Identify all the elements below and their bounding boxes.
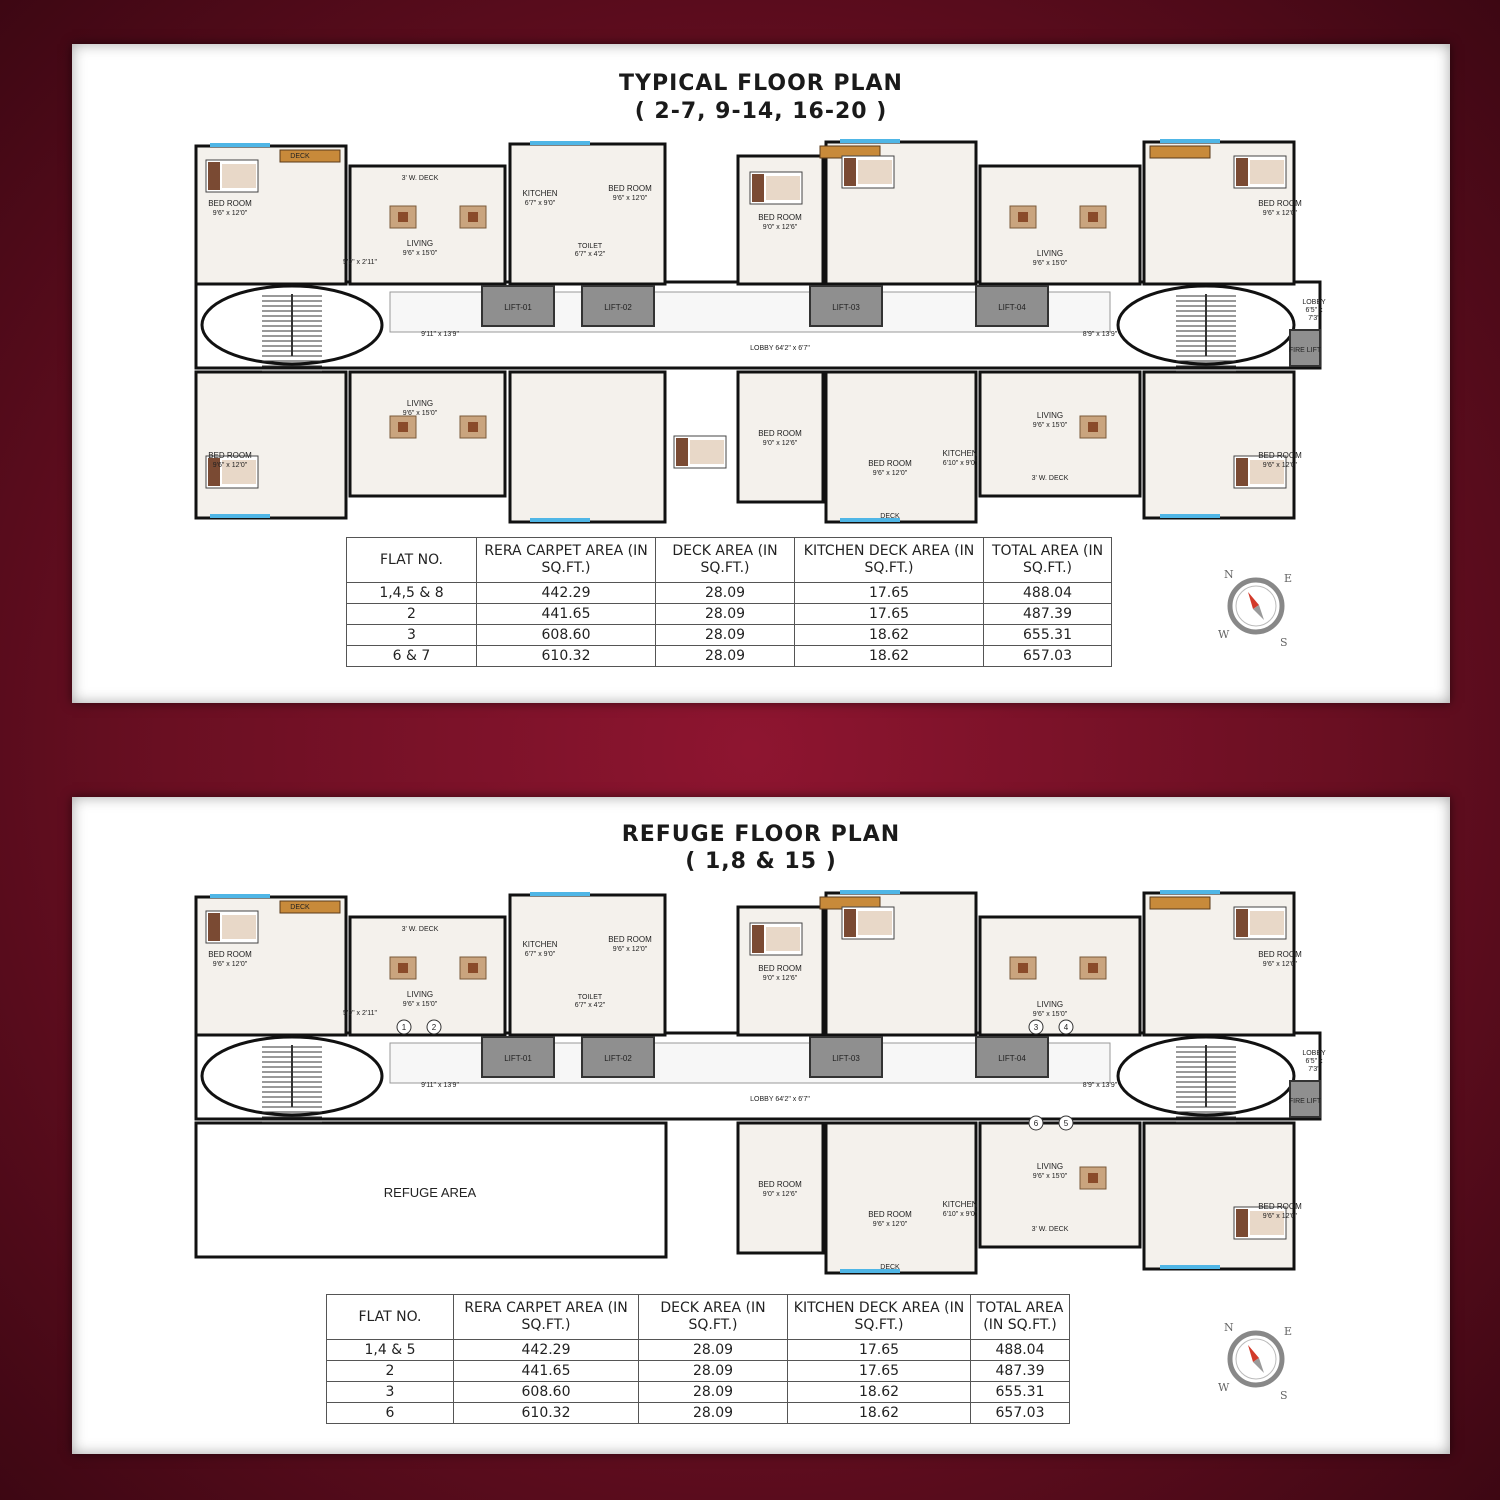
room-dim: 9'6" x 12'0" bbox=[1262, 961, 1298, 968]
room-label: TOILET bbox=[577, 994, 603, 1001]
table-cell: 610.32 bbox=[454, 1403, 639, 1424]
room-label: LIVING bbox=[1036, 411, 1064, 420]
window bbox=[210, 143, 270, 147]
room-label: TOILET bbox=[577, 243, 603, 250]
rug bbox=[398, 422, 408, 432]
room-dim: 9'6" x 12'0" bbox=[612, 946, 648, 953]
table-cell: 28.09 bbox=[656, 583, 795, 604]
room-label: BED ROOM bbox=[758, 964, 802, 973]
window bbox=[1160, 890, 1220, 894]
table-row bbox=[327, 1403, 1070, 1424]
room-dim: 9'6" x 12'0" bbox=[1262, 462, 1298, 469]
floor-plan-drawing bbox=[190, 887, 1330, 1277]
room-dim: 9'6" x 15'0" bbox=[402, 1001, 438, 1008]
table-header-row bbox=[347, 538, 1112, 583]
compass-w: W bbox=[1218, 1381, 1230, 1394]
window bbox=[210, 894, 270, 898]
rug bbox=[1018, 212, 1028, 222]
deck-label: 3' W. DECK bbox=[1031, 475, 1069, 482]
apartment-unit bbox=[510, 144, 665, 284]
plan-title: TYPICAL FLOOR PLAN bbox=[619, 71, 903, 96]
room-label: LIVING bbox=[1036, 1000, 1064, 1009]
table-row bbox=[327, 1382, 1070, 1403]
rug bbox=[1018, 963, 1028, 973]
room-dim: 9'6" x 15'0" bbox=[402, 250, 438, 257]
rug bbox=[1088, 212, 1098, 222]
apartment-unit bbox=[826, 1123, 976, 1273]
bed-headboard bbox=[752, 925, 764, 953]
room-label: BED ROOM bbox=[1258, 451, 1302, 460]
deck-label: DECK bbox=[880, 1264, 900, 1271]
room-dim: 6'7" x 9'0" bbox=[524, 951, 556, 958]
room-dim: 9'6" x 15'0" bbox=[402, 410, 438, 417]
table-header-cell: RERA CARPET AREA (IN SQ.FT.) bbox=[454, 1295, 639, 1340]
compass-n: N bbox=[1224, 1321, 1234, 1334]
table-header-cell: TOTAL AREA (IN SQ.FT.) bbox=[971, 1295, 1070, 1340]
table-cell: 610.32 bbox=[477, 646, 656, 667]
deck-label: 3' W. DECK bbox=[1031, 1226, 1069, 1233]
flat-number: 6 bbox=[1033, 1119, 1039, 1128]
table-row bbox=[347, 604, 1112, 625]
bed-sheet bbox=[1250, 160, 1284, 184]
table-cell: 441.65 bbox=[477, 604, 656, 625]
table-cell: 442.29 bbox=[454, 1340, 639, 1361]
room-label: BED ROOM bbox=[1258, 199, 1302, 208]
rug bbox=[1088, 1173, 1098, 1183]
room-dim: 9'6" x 12'0" bbox=[212, 210, 248, 217]
room-dim: 9'6" x 15'0" bbox=[1032, 1011, 1068, 1018]
compass-s: S bbox=[1280, 636, 1288, 648]
room-dim: 9'6" x 15'0" bbox=[1032, 260, 1068, 267]
area-table bbox=[326, 1294, 1070, 1424]
lift-label: LIFT-03 bbox=[832, 1054, 860, 1063]
table-header-cell: DECK AREA (IN SQ.FT.) bbox=[656, 538, 795, 583]
room-dim: 9'6" x 12'0" bbox=[212, 462, 248, 469]
bed-headboard bbox=[208, 913, 220, 941]
room-dim: 9'6" x 12'0" bbox=[872, 470, 908, 477]
room-label: LIVING bbox=[406, 239, 434, 248]
flat-number: 4 bbox=[1063, 1023, 1069, 1032]
lift-label: LIFT-03 bbox=[832, 303, 860, 312]
bed-sheet bbox=[222, 915, 256, 939]
room-label: LIVING bbox=[406, 990, 434, 999]
right-lobby-dim: 6'5" x bbox=[1305, 1058, 1323, 1065]
table-cell: 17.65 bbox=[795, 583, 984, 604]
table-cell: 1,4,5 & 8 bbox=[347, 583, 477, 604]
window bbox=[1160, 514, 1220, 518]
table-cell: 18.62 bbox=[795, 646, 984, 667]
table-cell: 18.62 bbox=[788, 1382, 971, 1403]
stair-dim: 8'9" x 13'9" bbox=[1082, 1082, 1118, 1089]
table-cell: 3 bbox=[347, 625, 477, 646]
table-cell: 17.65 bbox=[795, 604, 984, 625]
table-cell: 655.31 bbox=[971, 1382, 1070, 1403]
room-dim: 6'7" x 4'2" bbox=[574, 251, 606, 258]
room-dim: 9'6" x 12'0" bbox=[1262, 210, 1298, 217]
bed-sheet bbox=[858, 911, 892, 935]
table-header-row bbox=[327, 1295, 1070, 1340]
apartment-unit bbox=[1144, 1123, 1294, 1269]
room-label: BED ROOM bbox=[1258, 1202, 1302, 1211]
room-dim: 9'6" x 12'0" bbox=[212, 961, 248, 968]
room-dim: 9'6" x 12'0" bbox=[612, 195, 648, 202]
deck-label: DECK bbox=[880, 513, 900, 520]
table-header-cell: DECK AREA (IN SQ.FT.) bbox=[639, 1295, 788, 1340]
table-cell: 28.09 bbox=[639, 1403, 788, 1424]
typical-floor-plan-panel bbox=[72, 44, 1450, 703]
table-cell: 488.04 bbox=[984, 583, 1112, 604]
room-label: BED ROOM bbox=[1258, 950, 1302, 959]
room-dim: 6'7" x 4'2" bbox=[574, 1002, 606, 1009]
room-dim: 9'0" x 12'6" bbox=[762, 224, 798, 231]
compass-w: W bbox=[1218, 628, 1230, 641]
refuge-area-label: REFUGE AREA bbox=[383, 1185, 477, 1200]
right-lobby-dim: 7'3" bbox=[1308, 315, 1320, 322]
right-lobby-dim: 6'5" x bbox=[1305, 307, 1323, 314]
floor-plan-drawing bbox=[190, 136, 1330, 526]
apartment-unit bbox=[1144, 372, 1294, 518]
lobby-label: LOBBY 64'2" x 6'7" bbox=[750, 345, 810, 352]
bed-headboard bbox=[1236, 909, 1248, 937]
room-dim: 5'9" x 2'11" bbox=[343, 1010, 377, 1017]
window bbox=[530, 141, 590, 145]
table-cell: 28.09 bbox=[639, 1340, 788, 1361]
room-label: BED ROOM bbox=[608, 935, 652, 944]
lobby-label: LOBBY 64'2" x 6'7" bbox=[750, 1096, 810, 1103]
deck bbox=[1150, 146, 1210, 158]
room-dim: 9'6" x 15'0" bbox=[1032, 1173, 1068, 1180]
room-label: KITCHEN bbox=[942, 449, 978, 458]
deck bbox=[280, 150, 340, 162]
apartment-unit bbox=[510, 895, 665, 1035]
rug bbox=[1088, 422, 1098, 432]
flat-number: 3 bbox=[1033, 1023, 1039, 1032]
window bbox=[210, 514, 270, 518]
table-cell: 655.31 bbox=[984, 625, 1112, 646]
apartment-unit bbox=[196, 372, 346, 518]
plan-title: REFUGE FLOOR PLAN bbox=[621, 822, 901, 847]
room-dim: 6'10" x 9'0" bbox=[942, 1211, 978, 1218]
table-header-cell: TOTAL AREA (IN SQ.FT.) bbox=[984, 538, 1112, 583]
table-cell: 28.09 bbox=[656, 625, 795, 646]
rug bbox=[398, 212, 408, 222]
plan-subtitle: ( 2-7, 9-14, 16-20 ) bbox=[634, 99, 888, 124]
fire-lift-label: FIRE LIFT bbox=[1288, 1098, 1322, 1105]
right-lobby-dim: 7'3" bbox=[1308, 1066, 1320, 1073]
compass-n: N bbox=[1224, 568, 1234, 581]
stair-dim: 8'9" x 13'9" bbox=[1082, 331, 1118, 338]
table-cell: 17.65 bbox=[788, 1361, 971, 1382]
room-label: BED ROOM bbox=[868, 459, 912, 468]
table-cell: 657.03 bbox=[971, 1403, 1070, 1424]
room-label: BED ROOM bbox=[608, 184, 652, 193]
deck bbox=[1150, 897, 1210, 909]
table-cell: 608.60 bbox=[454, 1382, 639, 1403]
rug bbox=[468, 212, 478, 222]
room-label: BED ROOM bbox=[758, 429, 802, 438]
window bbox=[840, 890, 900, 894]
table-cell: 6 bbox=[327, 1403, 454, 1424]
room-dim: 6'10" x 9'0" bbox=[942, 460, 978, 467]
window bbox=[840, 139, 900, 143]
rug bbox=[398, 963, 408, 973]
stair-dim: 9'11" x 13'9" bbox=[421, 331, 459, 338]
compass-e: E bbox=[1284, 572, 1293, 585]
lift-label: LIFT-01 bbox=[504, 303, 532, 312]
bed-headboard bbox=[676, 438, 688, 466]
right-lobby-label: LOBBY bbox=[1302, 1050, 1326, 1057]
bed-headboard bbox=[1236, 1209, 1248, 1237]
room-dim: 5'9" x 2'11" bbox=[343, 259, 377, 266]
room-label: BED ROOM bbox=[758, 1180, 802, 1189]
area-table bbox=[346, 537, 1112, 667]
flat-number: 5 bbox=[1063, 1119, 1069, 1128]
lift-label: LIFT-02 bbox=[604, 303, 632, 312]
compass-s: S bbox=[1280, 1389, 1288, 1401]
table-cell: 28.09 bbox=[656, 646, 795, 667]
window bbox=[1160, 139, 1220, 143]
bed-headboard bbox=[752, 174, 764, 202]
window bbox=[1160, 1265, 1220, 1269]
table-cell: 18.62 bbox=[788, 1403, 971, 1424]
table-row bbox=[327, 1361, 1070, 1382]
fire-lift-label: FIRE LIFT bbox=[1288, 347, 1322, 354]
window bbox=[530, 518, 590, 522]
bed-sheet bbox=[222, 164, 256, 188]
room-dim: 9'0" x 12'6" bbox=[762, 975, 798, 982]
table-row bbox=[327, 1340, 1070, 1361]
table-cell: 17.65 bbox=[788, 1340, 971, 1361]
table-cell: 6 & 7 bbox=[347, 646, 477, 667]
compass-icon bbox=[1214, 564, 1298, 648]
room-dim: 9'6" x 12'0" bbox=[1262, 1213, 1298, 1220]
window bbox=[530, 892, 590, 896]
table-cell: 657.03 bbox=[984, 646, 1112, 667]
table-row bbox=[347, 646, 1112, 667]
room-dim: 9'0" x 12'6" bbox=[762, 440, 798, 447]
table-header-cell: FLAT NO. bbox=[347, 538, 477, 583]
table-cell: 487.39 bbox=[971, 1361, 1070, 1382]
deck-label: DECK bbox=[290, 153, 310, 160]
table-cell: 608.60 bbox=[477, 625, 656, 646]
bed-sheet bbox=[858, 160, 892, 184]
room-label: BED ROOM bbox=[758, 213, 802, 222]
bed-headboard bbox=[1236, 458, 1248, 486]
room-label: LIVING bbox=[406, 399, 434, 408]
apartment-unit bbox=[826, 372, 976, 522]
room-dim: 6'7" x 9'0" bbox=[524, 200, 556, 207]
bed-sheet bbox=[766, 176, 800, 200]
table-header-cell: KITCHEN DECK AREA (IN SQ.FT.) bbox=[795, 538, 984, 583]
rug bbox=[468, 422, 478, 432]
bed-headboard bbox=[208, 162, 220, 190]
plan-subtitle: ( 1,8 & 15 ) bbox=[685, 849, 837, 874]
room-label: KITCHEN bbox=[942, 1200, 978, 1209]
lift-label: LIFT-02 bbox=[604, 1054, 632, 1063]
bed-sheet bbox=[690, 440, 724, 464]
apartment-unit bbox=[510, 372, 665, 522]
table-cell: 2 bbox=[327, 1361, 454, 1382]
room-dim: 9'6" x 12'0" bbox=[872, 1221, 908, 1228]
table-cell: 28.09 bbox=[639, 1382, 788, 1403]
table-cell: 28.09 bbox=[639, 1361, 788, 1382]
lift-label: LIFT-01 bbox=[504, 1054, 532, 1063]
stair-dim: 9'11" x 13'9" bbox=[421, 1082, 459, 1089]
bed-sheet bbox=[766, 927, 800, 951]
room-dim: 9'0" x 12'6" bbox=[762, 1191, 798, 1198]
bed-headboard bbox=[844, 909, 856, 937]
room-label: BED ROOM bbox=[208, 199, 252, 208]
flat-number: 1 bbox=[401, 1023, 407, 1032]
deck-label: 3' W. DECK bbox=[401, 175, 439, 182]
compass-icon bbox=[1214, 1317, 1298, 1401]
table-cell: 1,4 & 5 bbox=[327, 1340, 454, 1361]
room-label: KITCHEN bbox=[522, 940, 558, 949]
room-label: BED ROOM bbox=[208, 950, 252, 959]
table-cell: 2 bbox=[347, 604, 477, 625]
room-label: LIVING bbox=[1036, 249, 1064, 258]
room-label: BED ROOM bbox=[208, 451, 252, 460]
compass-e: E bbox=[1284, 1325, 1293, 1338]
rug bbox=[468, 963, 478, 973]
deck-label: DECK bbox=[290, 904, 310, 911]
table-row bbox=[347, 625, 1112, 646]
right-lobby-label: LOBBY bbox=[1302, 299, 1326, 306]
table-cell: 3 bbox=[327, 1382, 454, 1403]
table-cell: 487.39 bbox=[984, 604, 1112, 625]
table-cell: 18.62 bbox=[795, 625, 984, 646]
bed-headboard bbox=[844, 158, 856, 186]
deck bbox=[280, 901, 340, 913]
table-row bbox=[347, 583, 1112, 604]
deck-label: 3' W. DECK bbox=[401, 926, 439, 933]
lift-label: LIFT-04 bbox=[998, 303, 1026, 312]
table-cell: 28.09 bbox=[656, 604, 795, 625]
table-cell: 442.29 bbox=[477, 583, 656, 604]
table-cell: 441.65 bbox=[454, 1361, 639, 1382]
room-label: KITCHEN bbox=[522, 189, 558, 198]
table-header-cell: RERA CARPET AREA (IN SQ.FT.) bbox=[477, 538, 656, 583]
table-header-cell: KITCHEN DECK AREA (IN SQ.FT.) bbox=[788, 1295, 971, 1340]
bed-headboard bbox=[1236, 158, 1248, 186]
bed-sheet bbox=[1250, 911, 1284, 935]
table-cell: 488.04 bbox=[971, 1340, 1070, 1361]
room-label: BED ROOM bbox=[868, 1210, 912, 1219]
refuge-floor-plan-panel bbox=[72, 797, 1450, 1454]
table-header-cell: FLAT NO. bbox=[327, 1295, 454, 1340]
rug bbox=[1088, 963, 1098, 973]
room-label: LIVING bbox=[1036, 1162, 1064, 1171]
room-dim: 9'6" x 15'0" bbox=[1032, 422, 1068, 429]
lift-label: LIFT-04 bbox=[998, 1054, 1026, 1063]
flat-number: 2 bbox=[431, 1023, 437, 1032]
